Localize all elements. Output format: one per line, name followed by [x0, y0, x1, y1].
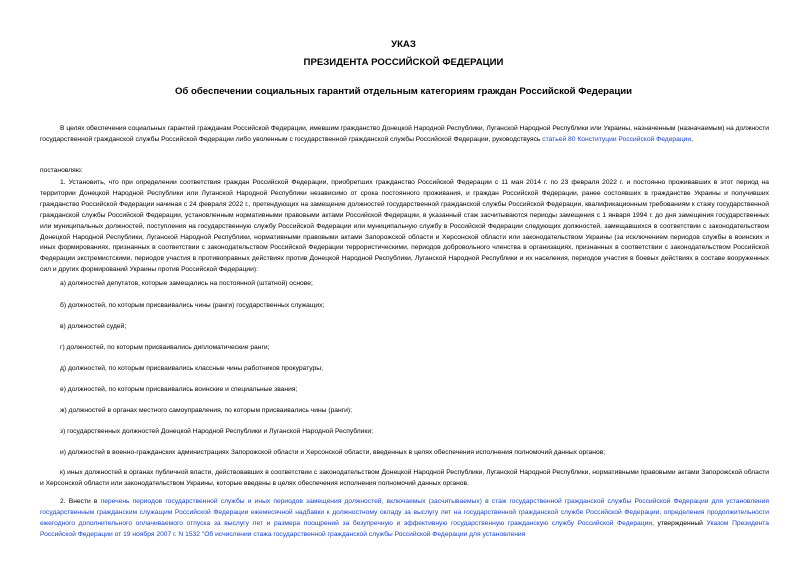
- constitution-article-80-link[interactable]: статьей 80 Конституции Российской Федерации: [542, 135, 692, 143]
- decree-1532-link[interactable]: Указом Президента Российской Федерации от 19 ноября 2007 г. N 1532 "Об исчислении стажа государственной гражданской службы Российской Федерации для установления: [40, 519, 769, 538]
- point-1-paragraph: 1. Установить, что при определении соответствия граждан Российской Федерации, приобретших гражданство Российской Федерации с 11 мая 2014 г. по 23 февраля 2022 г. и постоянно проживавших в этот период на территории Донецкой Народной Республики или Луганской Народной Республики независимо от срока постоянного проживания, и граждан Российской Федерации, ранее состоявших в гражданстве Украины и получивших гражданство Российской Федерации начиная с 24 февраля 2022 г., претендующих на замещение должностей государственной гражданской службы Российской Федерации, квалификационным требованиям к стажу государственной гражданской службы Российской Федерации, установленным нормативными правовыми актами Российской Федерации, в указанный стаж засчитываются периоды замещения с 1 января 1994 г. до дня замещения государственных или муниципальных должностей, поступления на государственную службу Российской Федерации или муниципальную службу в Российской Федерации следующих должностей, замещавшихся в соответствии с законодательством Донецкой Народной Республики, Луганской Народной Республики, нормативными правовыми актами Запорожской области и Херсонской области или законодательством Украины (за исключением периодов службы в воинских и иных формированиях, признанных в соответствии с законодательством Российской Федерации террористическими, периодов добровольного членства в организациях, признанных в соответствии с законодательством Российской Федерации экстремистскими, периодов участия в противоправных действиях против Донецкой Народной Республики, Луганской Народной Республики и их населения, периодов участия в боевых действиях в составе вооруженных сил и других формирований Украины против Российской Федерации):: [40, 179, 769, 274]
- decree-subtitle: Об обеспечении социальных гарантий отдельным категориям граждан Российской Федерации: [174, 86, 633, 97]
- list-item-k: к) иных должностей в органах публичной власти, действовавших в соответствии с законодательством Донецкой Народной Республики, Луганской Народной Республики, нормативными правовыми актами Запорожской области и Херсонской области или законодательством Украины, которые введены в целях обеспечения исполнения полномочий данных органов.: [40, 469, 769, 487]
- preamble-end: ,: [691, 135, 694, 143]
- point-2-paragraph: [40, 497, 769, 541]
- decree-title: УКАЗ: [391, 39, 416, 50]
- list-item: б) должностей, по которым присваивались чины (ранги) государственных служащих;: [60, 302, 325, 309]
- list-item: ж) должностей в органах местного самоуправления, по которым присваивались чины (ранги);: [60, 407, 352, 414]
- preamble-text: В целях обеспечения социальных гарантий гражданам Российской Федерации, имевшим гражданство Донецкой Народной Республики, Луганской Народной Республики или Украины, назначенным (назначаемым) на должности государственной гражданской службы Российской Федерации либо уволенным с государственной гражданской службы Российской Федерации, руководствуясь: [40, 125, 769, 143]
- point-2-middle: , утвержденный: [652, 519, 707, 527]
- service-periods-list-link[interactable]: перечень периодов государственной службы и иных периодов замещения должностей, включаемых (засчитываемых) в стаж государственной гражданской службы Российской Федерации для установления государственным гражданским служащим Российской Федерации ежемесячной надбавки к должностному окладу за выслугу лет на государственной гражданской службе Российской Федерации, определения продолжительности ежегодного дополнительного оплачиваемого отпуска за выслугу лет и размера поощрений за безупречную и эффективную государственную гражданскую службу Российской Федерации: [40, 498, 769, 527]
- list-item: е) должностей, по которым присваивались воинские и специальные звания;: [60, 386, 298, 393]
- decree-word: постановляю:: [40, 167, 83, 174]
- preamble-paragraph: [40, 124, 769, 146]
- list-item: г) должностей, по которым присваивались дипломатические ранги;: [60, 344, 270, 351]
- list-item: и) должностей в военно-гражданских администрациях Запорожской области и Херсонской области, введенных в целях обеспечения исполнения полномочий данных органов;: [60, 449, 606, 456]
- list-item: а) должностей депутатов, которые замещались на постоянной (штатной) основе;: [60, 280, 313, 287]
- list-item: з) государственных должностей Донецкой Народной Республики и Луганской Народной Республики;: [60, 428, 373, 435]
- point-2-intro: Внести в: [68, 498, 101, 505]
- list-item: в) должностей судей;: [60, 323, 127, 330]
- list-item: д) должностей, по которым присваивались классные чины работников прокуратуры;: [60, 365, 323, 372]
- point-2-number: 2.: [60, 498, 66, 505]
- decree-issuer: ПРЕЗИДЕНТА РОССИЙСКОЙ ФЕДЕРАЦИИ: [303, 57, 504, 68]
